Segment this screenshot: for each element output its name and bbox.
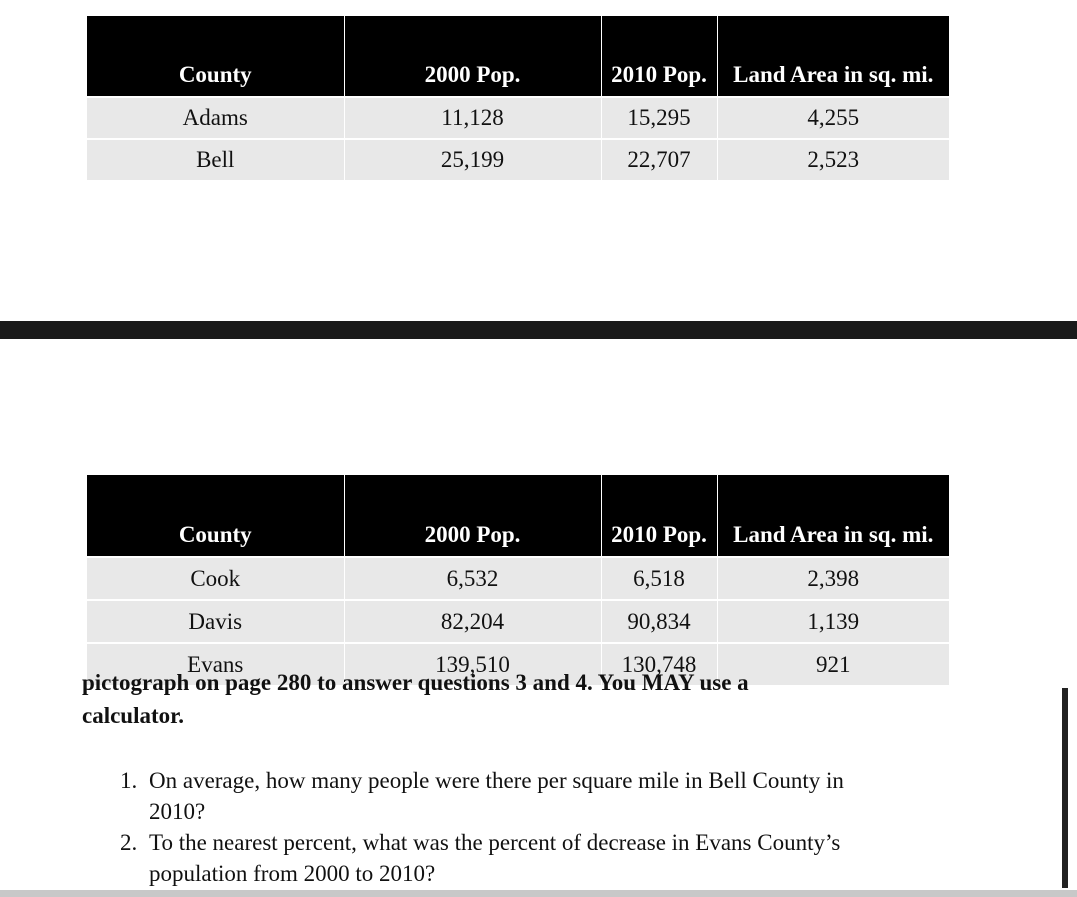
table-header-row	[87, 475, 949, 557]
population-table-bottom	[87, 475, 949, 685]
instructions-text	[82, 674, 882, 740]
question-text: On average, how many people were there per square mile in Bell County in 2010?	[149, 768, 844, 824]
header-county: County	[87, 475, 344, 557]
cell-2010-pop: 90,834	[601, 600, 717, 643]
header-land-area: Land Area in sq. mi.	[717, 16, 949, 97]
cell-2010-pop: 6,518	[601, 557, 717, 600]
header-land-area: Land Area in sq. mi.	[717, 475, 949, 557]
question-item	[120, 827, 880, 889]
cell-2000-pop: 139,510	[344, 643, 601, 685]
cell-county: Evans	[87, 643, 344, 685]
table-row	[87, 139, 949, 180]
scrollbar[interactable]	[1062, 688, 1068, 888]
instructions-line: calculator.	[82, 703, 184, 728]
header-county: County	[87, 16, 344, 97]
header-2010-pop: 2010 Pop.	[601, 475, 717, 557]
cell-2000-pop: 25,199	[344, 139, 601, 180]
header-2010-pop: 2010 Pop.	[601, 16, 717, 97]
cell-county: Davis	[87, 600, 344, 643]
cell-county: Adams	[87, 97, 344, 139]
cell-2000-pop: 11,128	[344, 97, 601, 139]
header-2000-pop: 2000 Pop.	[344, 16, 601, 97]
table-header-row	[87, 16, 949, 97]
cell-land-area: 4,255	[717, 97, 949, 139]
question-number: 2.	[120, 830, 138, 855]
divider-bar	[0, 321, 1077, 339]
table-row	[87, 600, 949, 643]
cell-land-area: 921	[717, 643, 949, 685]
population-table-top	[87, 16, 949, 180]
cell-land-area: 2,398	[717, 557, 949, 600]
cell-county: Bell	[87, 139, 344, 180]
cell-2010-pop: 22,707	[601, 139, 717, 180]
cell-county: Cook	[87, 557, 344, 600]
cell-land-area: 2,523	[717, 139, 949, 180]
question-list	[120, 765, 880, 889]
cell-2010-pop: 15,295	[601, 97, 717, 139]
question-number: 1.	[120, 768, 138, 793]
cell-land-area: 1,139	[717, 600, 949, 643]
table-row	[87, 557, 949, 600]
question-item	[120, 765, 880, 827]
cell-2000-pop: 82,204	[344, 600, 601, 643]
cell-2000-pop: 6,532	[344, 557, 601, 600]
instructions-line: pictograph on page 280 to answer questions 3 and 4. You MAY use a	[82, 674, 749, 695]
cell-2010-pop: 130,748	[601, 643, 717, 685]
bottom-edge-strip	[0, 890, 1077, 897]
table-row	[87, 97, 949, 139]
question-text: To the nearest percent, what was the percent of decrease in Evans County’s population from 2000 to 2010?	[149, 830, 841, 886]
header-2000-pop: 2000 Pop.	[344, 475, 601, 557]
